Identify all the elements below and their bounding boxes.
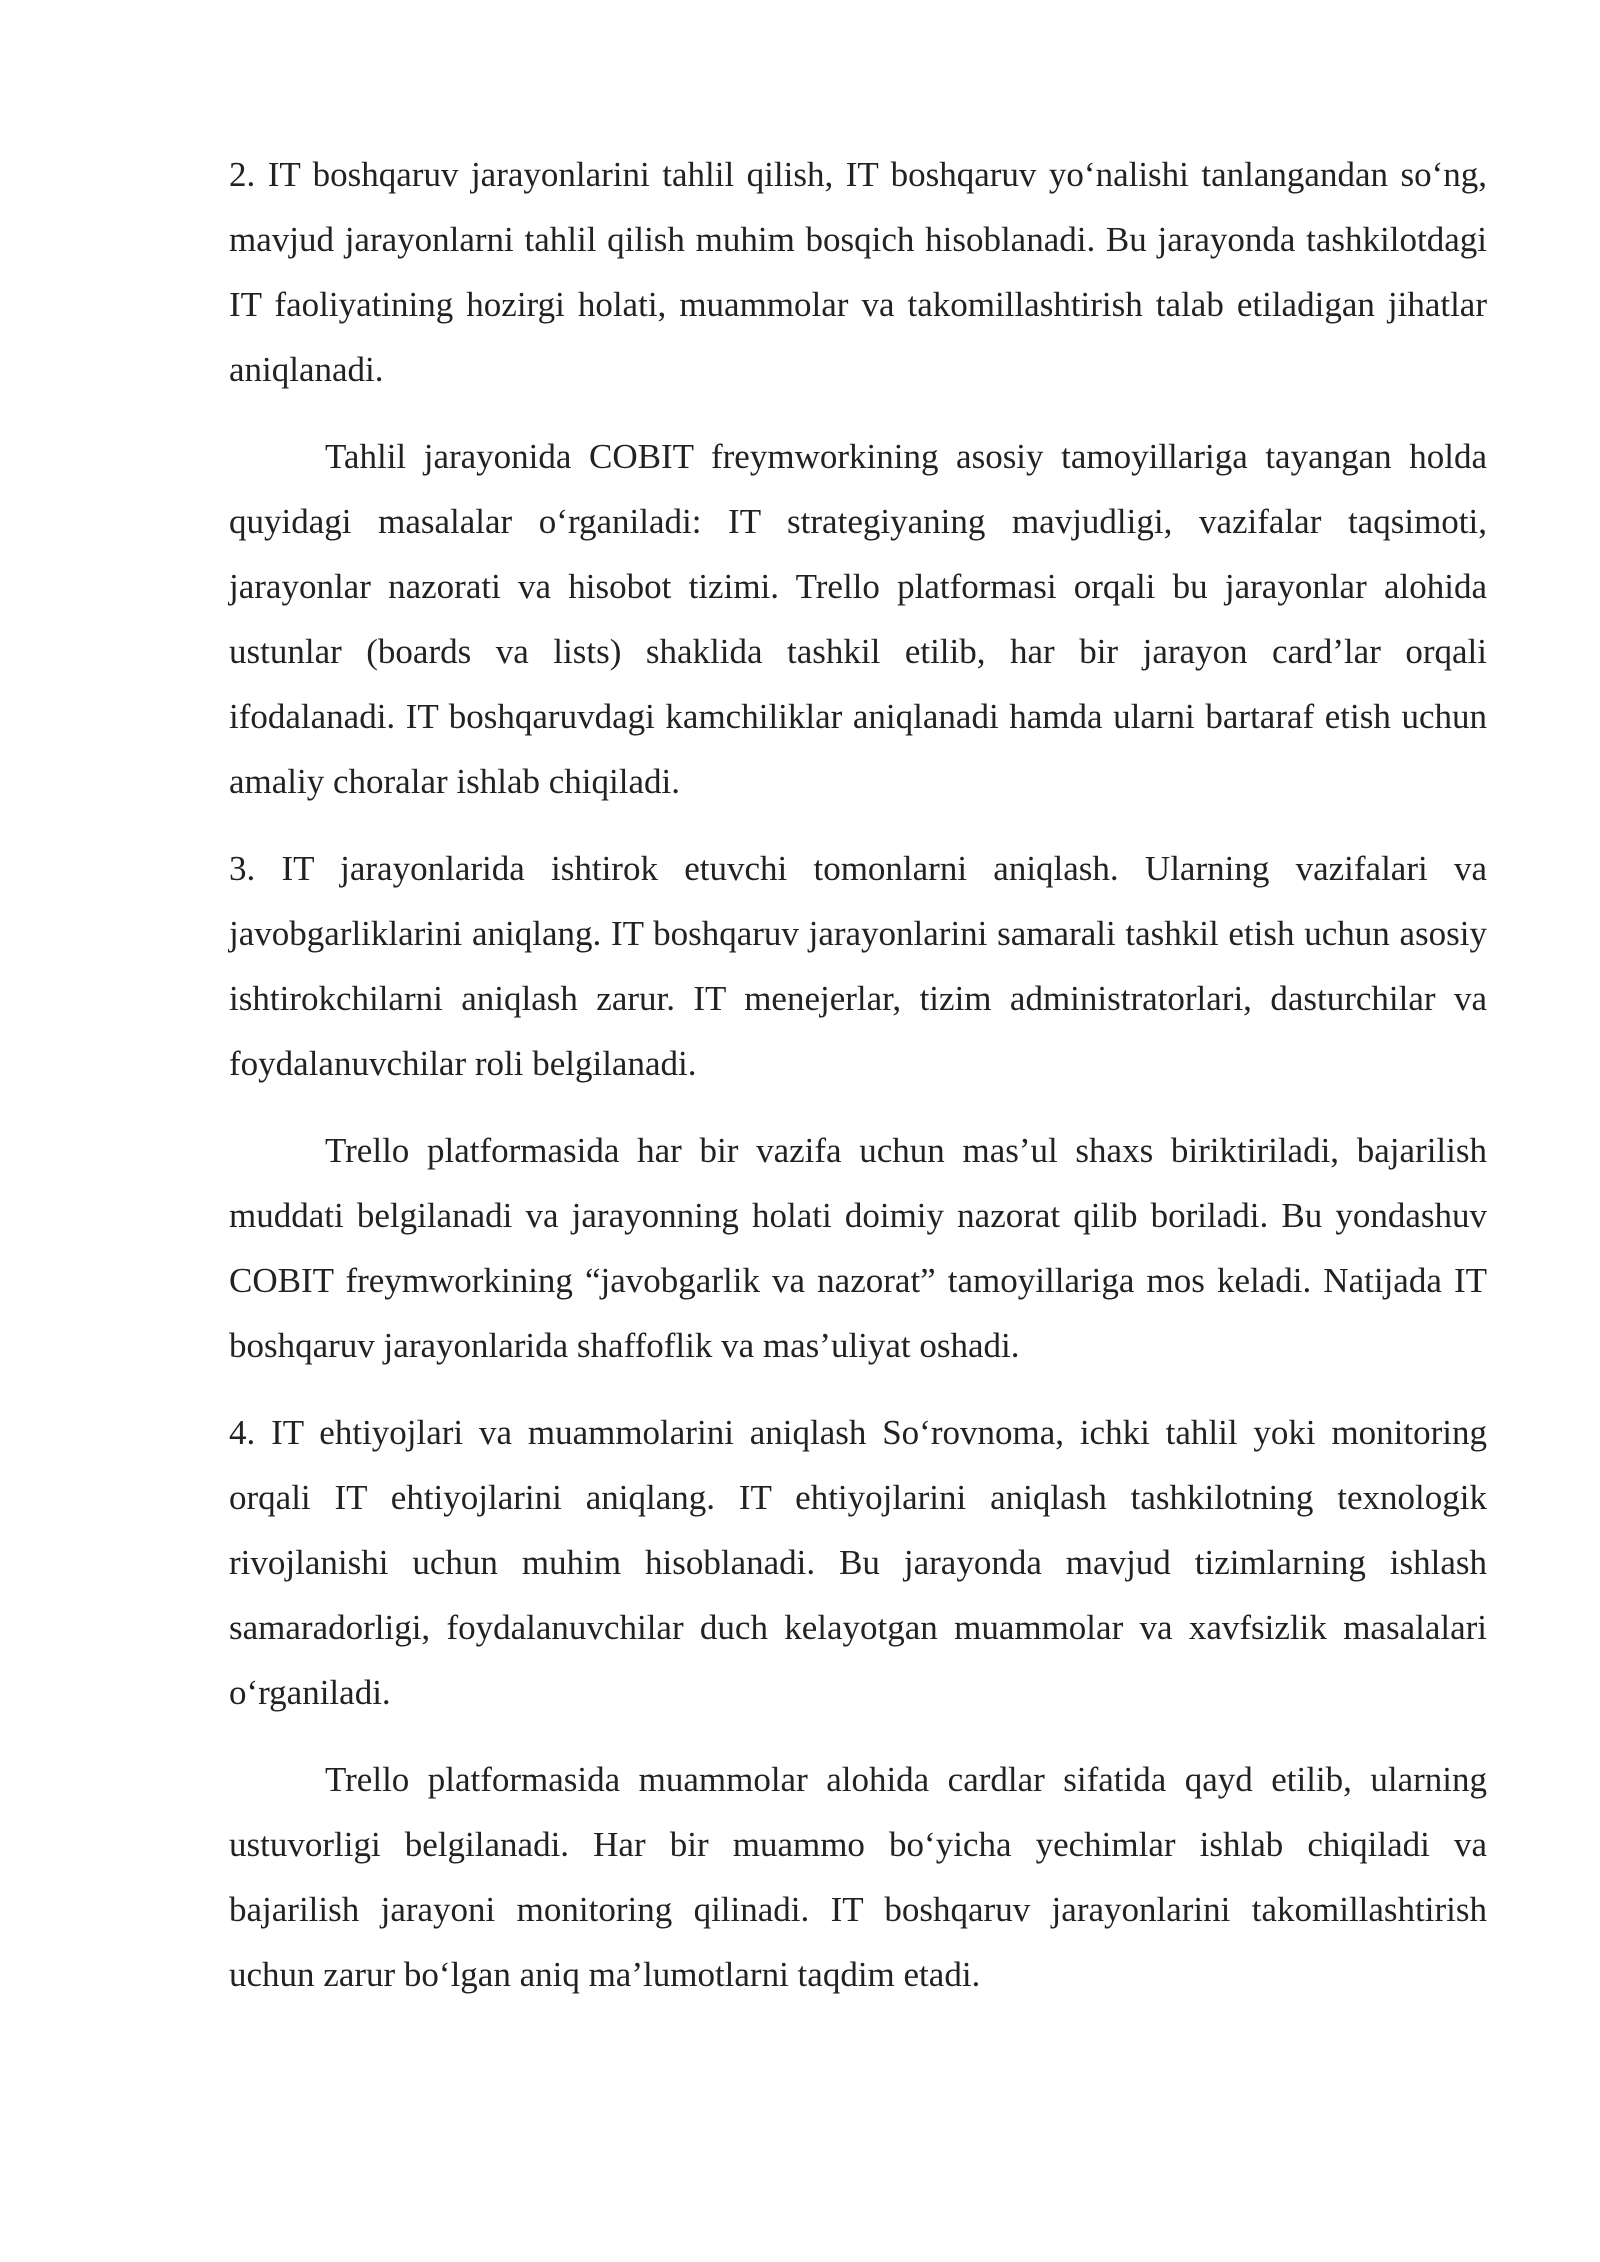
paragraph-analysis-cobit: Tahlil jarayonida COBIT freymworkining asosiy tamoyillariga tayangan holda quyidagi masalalar o‘rganiladi: IT strategiyaning mavjudligi, vazifalar taqsimoti, jarayonlar nazorati va hisobot tizimi. Trello platformasi orqali bu jarayonlar alohida ustunlar (boards va lists) shaklida tashkil etilib, har bir jarayon card’lar orqali ifodalanadi. IT boshqaruvdagi kamchiliklar aniqlanadi hamda ularni bartaraf etish uchun amaliy choralar ishlab chiqiladi. [229,437,1487,801]
paragraph-step-2: 2. IT boshqaruv jarayonlarini tahlil qilish, IT boshqaruv yo‘nalishi tanlangandan so‘ng, mavjud jarayonlarni tahlil qilish muhim bosqich hisoblanadi. Bu jarayonda tashkilotdagi IT faoliyatining hozirgi holati, muammolar va takomillashtirish talab etiladigan jihatlar aniqlanadi. [229,155,1487,389]
paragraph-trello-issues: Trello platformasida muammolar alohida cardlar sifatida qayd etilib, ularning ustuvorligi belgilanadi. Har bir muammo bo‘yicha yechimlar ishlab chiqiladi va bajarilish jarayoni monitoring qilinadi. IT boshqaruv jarayonlarini takomillashtirish uchun zarur bo‘lgan aniq ma’lumotlarni taqdim etadi. [229,1760,1487,1994]
paragraph-trello-responsibility: Trello platformasida har bir vazifa uchun mas’ul shaxs biriktiriladi, bajarilish muddati belgilanadi va jarayonning holati doimiy nazorat qilib boriladi. Bu yondashuv COBIT freymworkining “javobgarlik va nazorat” tamoyillariga mos keladi. Natijada IT boshqaruv jarayonlarida shaffoflik va mas’uliyat oshadi. [229,1131,1487,1365]
document-body [229,142,1487,2029]
paragraph-step-3: 3. IT jarayonlarida ishtirok etuvchi tomonlarni aniqlash. Ularning vazifalari va javobgarliklarini aniqlang. IT boshqaruv jarayonlarini samarali tashkil etish uchun asosiy ishtirokchilarni aniqlash zarur. IT menejerlar, tizim administratorlari, dasturchilar va foydalanuvchilar roli belgilanadi. [229,849,1487,1083]
paragraph-step-4: 4. IT ehtiyojlari va muammolarini aniqlash So‘rovnoma, ichki tahlil yoki monitoring orqali IT ehtiyojlarini aniqlang. IT ehtiyojlarini aniqlash tashkilotning texnologik rivojlanishi uchun muhim hisoblanadi. Bu jarayonda mavjud tizimlarning ishlash samaradorligi, foydalanuvchilar duch kelayotgan muammolar va xavfsizlik masalalari o‘rganiladi. [229,1413,1487,1712]
